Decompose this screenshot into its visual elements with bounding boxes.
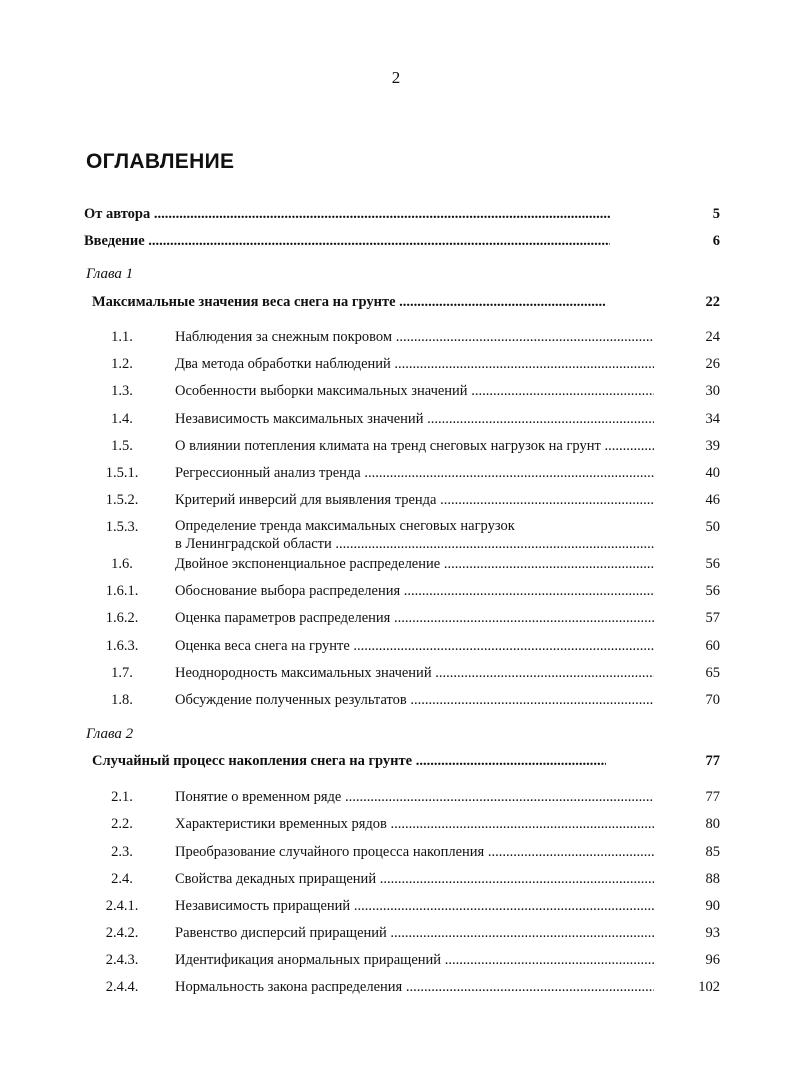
toc-entry[interactable] bbox=[92, 381, 720, 401]
toc-entry-page: 34 bbox=[705, 411, 720, 427]
toc-entry-page: 50 bbox=[705, 519, 720, 535]
toc-entry-title: Идентификация анормальных приращений ..... bbox=[175, 950, 654, 970]
toc-entry-page: 22 bbox=[705, 294, 720, 310]
toc-entry[interactable] bbox=[92, 869, 720, 889]
toc-entry-number: 1.5.2. bbox=[105, 492, 139, 508]
toc-entry-page: 88 bbox=[705, 871, 720, 887]
toc-entry[interactable] bbox=[92, 409, 720, 429]
toc-entry-page: 77 bbox=[705, 753, 720, 769]
toc-entry-number: 1.6. bbox=[111, 556, 133, 572]
toc-entry-page: 6 bbox=[712, 233, 720, 249]
toc-entry-number: 2.4. bbox=[111, 871, 133, 887]
toc-entry[interactable] bbox=[92, 950, 720, 970]
toc-entry-number: 1.7. bbox=[111, 665, 133, 681]
toc-entry-number: 2.2. bbox=[111, 816, 133, 832]
toc-entry-title: Два метода обработки наблюдений ..... bbox=[175, 354, 654, 374]
toc-entry-page: 57 bbox=[705, 610, 720, 626]
toc-entry-number: 1.5. bbox=[111, 438, 133, 454]
toc-entry-from-author[interactable] bbox=[0, 204, 720, 224]
toc-entry-page: 96 bbox=[705, 952, 720, 968]
toc-entry-page: 24 bbox=[705, 329, 720, 345]
toc-entry-page: 93 bbox=[705, 925, 720, 941]
toc-entry-page: 39 bbox=[705, 438, 720, 454]
toc-entry[interactable] bbox=[92, 977, 720, 997]
toc-entry-page: 65 bbox=[705, 665, 720, 681]
toc-entry-page: 56 bbox=[705, 583, 720, 599]
toc-entry[interactable] bbox=[92, 690, 720, 710]
toc-entry-number: 2.4.4. bbox=[105, 979, 139, 995]
toc-entry-title: Характеристики временных рядов ..... bbox=[175, 814, 654, 834]
toc-entry-title: Критерий инверсий для выявления тренда ..... bbox=[175, 490, 654, 510]
toc-entry[interactable] bbox=[92, 814, 720, 834]
toc-entry[interactable] bbox=[92, 327, 720, 347]
chapter-2-label: Глава 2 bbox=[86, 726, 134, 742]
toc-entry[interactable] bbox=[92, 517, 720, 557]
toc-entry-title: Особенности выборки максимальных значений ..... bbox=[175, 381, 654, 401]
toc-entry-title: Введение ..... bbox=[84, 231, 610, 251]
toc-entry-title: Регрессионный анализ тренда ..... bbox=[175, 463, 654, 483]
toc-entry-title: Случайный процесс накопления снега на грунте ..... bbox=[92, 751, 606, 771]
toc-entry-number: 1.1. bbox=[111, 329, 133, 345]
toc-entry-page: 77 bbox=[705, 789, 720, 805]
toc-entry-title: О влиянии потепления климата на тренд снеговых нагрузок на грунт ..... bbox=[175, 436, 654, 456]
toc-entry-title: Двойное экспоненциальное распределение ..... bbox=[175, 554, 654, 574]
toc-entry-page: 5 bbox=[712, 206, 720, 222]
toc-entry-number: 2.1. bbox=[111, 789, 133, 805]
toc-entry-title: Оценка веса снега на грунте ..... bbox=[175, 636, 654, 656]
toc-entry[interactable] bbox=[92, 896, 720, 916]
toc-entry-title: Нормальность закона распределения ..... bbox=[175, 977, 654, 997]
toc-entry-page: 70 bbox=[705, 692, 720, 708]
toc-entry[interactable] bbox=[92, 636, 720, 656]
chapter-1-label: Глава 1 bbox=[86, 266, 134, 282]
page-number: 2 bbox=[391, 68, 401, 87]
toc-entry-number: 1.6.2. bbox=[105, 610, 139, 626]
toc-entry[interactable] bbox=[92, 490, 720, 510]
toc-entry-number: 1.6.1. bbox=[105, 583, 139, 599]
toc-entry[interactable] bbox=[92, 554, 720, 574]
toc-entry-title: Понятие о временном ряде ..... bbox=[175, 787, 654, 807]
toc-entry[interactable] bbox=[92, 787, 720, 807]
toc-entry-page: 102 bbox=[698, 979, 720, 995]
toc-entry-page: 40 bbox=[705, 465, 720, 481]
toc-entry-page: 46 bbox=[705, 492, 720, 508]
toc-entry-title: Неоднородность максимальных значений ..... bbox=[175, 663, 654, 683]
toc-entry-title: Максимальные значения веса снега на грунте ..... bbox=[92, 292, 606, 312]
toc-entry-number: 1.5.1. bbox=[105, 465, 139, 481]
toc-entry[interactable] bbox=[92, 436, 720, 456]
toc-entry-title: Свойства декадных приращений ..... bbox=[175, 869, 654, 889]
toc-entry-page: 85 bbox=[705, 844, 720, 860]
toc-entry-number: 2.4.1. bbox=[105, 898, 139, 914]
toc-entry-number: 1.2. bbox=[111, 356, 133, 372]
toc-entry[interactable] bbox=[92, 608, 720, 628]
toc-entry[interactable] bbox=[92, 923, 720, 943]
toc-entry-title: От автора ..... bbox=[84, 204, 610, 224]
toc-entry-title-line2: в Ленинградской области ..... bbox=[175, 535, 654, 553]
toc-entry-title: Оценка параметров распределения ..... bbox=[175, 608, 654, 628]
toc-entry-number: 2.4.3. bbox=[105, 952, 139, 968]
toc-entry-title: Независимость приращений ..... bbox=[175, 896, 654, 916]
toc-entry-page: 26 bbox=[705, 356, 720, 372]
toc-entry-title bbox=[175, 517, 654, 557]
toc-entry-number: 1.6.3. bbox=[105, 638, 139, 654]
toc-entry-title: Наблюдения за снежным покровом ..... bbox=[175, 327, 654, 347]
toc-entry-number: 1.4. bbox=[111, 411, 133, 427]
toc-entry-page: 80 bbox=[705, 816, 720, 832]
toc-entry-title: Обоснование выбора распределения ..... bbox=[175, 581, 654, 601]
toc-entry-page: 60 bbox=[705, 638, 720, 654]
toc-entry-number: 1.5.3. bbox=[105, 519, 139, 535]
toc-entry-page: 56 bbox=[705, 556, 720, 572]
toc-entry-title: Независимость максимальных значений ..... bbox=[175, 409, 654, 429]
toc-entry-page: 30 bbox=[705, 383, 720, 399]
toc-entry-number: 2.3. bbox=[111, 844, 133, 860]
toc-entry-introduction[interactable] bbox=[0, 231, 720, 251]
toc-entry-title: Равенство дисперсий приращений ..... bbox=[175, 923, 654, 943]
toc-entry-page: 90 bbox=[705, 898, 720, 914]
toc-entry-number: 1.3. bbox=[111, 383, 133, 399]
toc-entry[interactable] bbox=[92, 581, 720, 601]
toc-entry[interactable] bbox=[92, 463, 720, 483]
toc-entry-title: Обсуждение полученных результатов ..... bbox=[175, 690, 654, 710]
toc-entry[interactable] bbox=[92, 354, 720, 374]
toc-entry[interactable] bbox=[92, 663, 720, 683]
toc-entry-title: Преобразование случайного процесса накопления ..... bbox=[175, 842, 654, 862]
chapter-1-heading[interactable] bbox=[0, 292, 720, 312]
toc-entry-number: 2.4.2. bbox=[105, 925, 139, 941]
chapter-2-heading[interactable] bbox=[0, 751, 720, 771]
toc-entry-number: 1.8. bbox=[111, 692, 133, 708]
toc-title: ОГЛАВЛЕНИЕ bbox=[86, 150, 235, 173]
toc-entry-title-line1: Определение тренда максимальных снеговых нагрузок bbox=[175, 518, 515, 534]
toc-entry[interactable] bbox=[92, 842, 720, 862]
